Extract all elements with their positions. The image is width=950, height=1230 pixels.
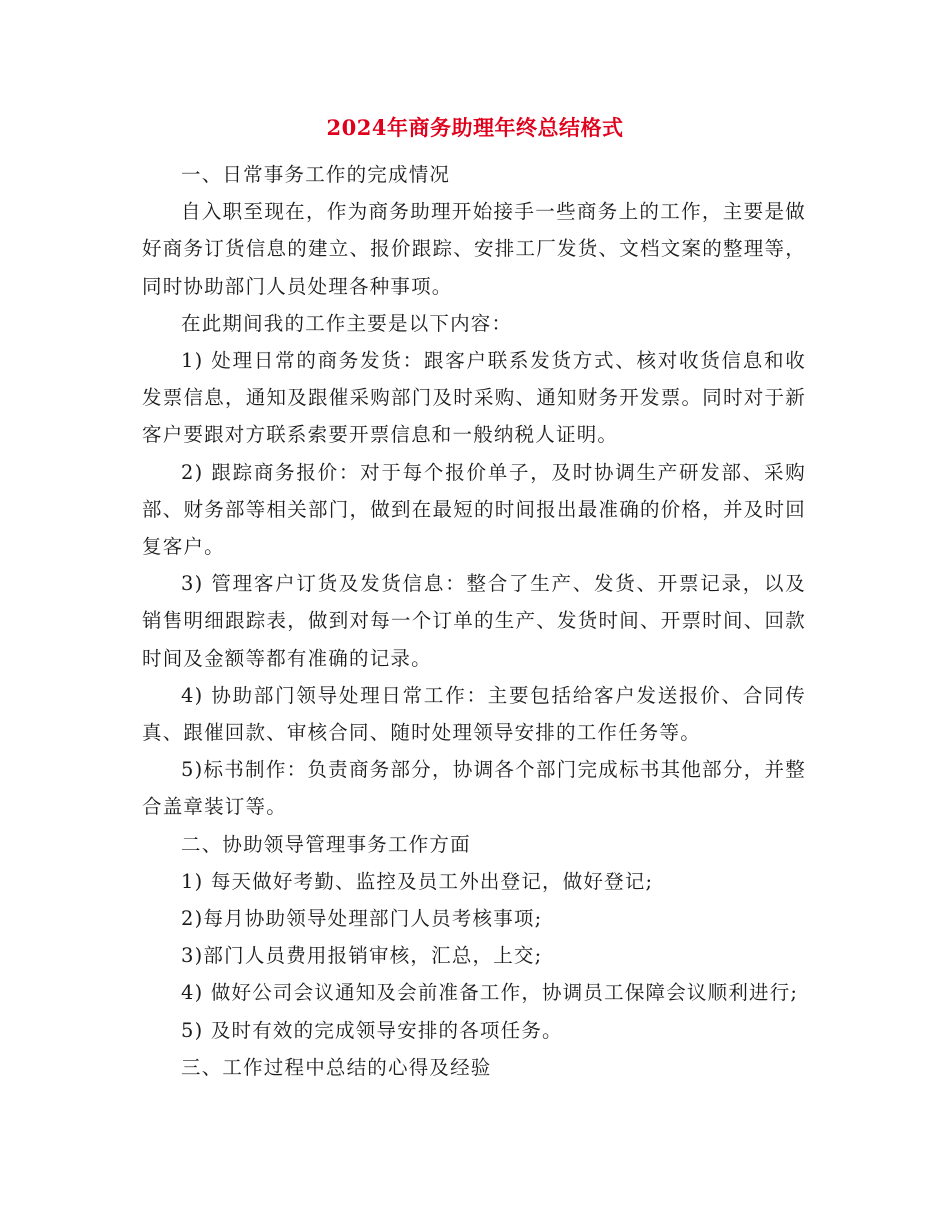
- list-item: 1) 每天做好考勤、监控及员工外出登记，做好登记;: [181, 869, 654, 893]
- document-body: [142, 156, 806, 1086]
- list-item: 5)标书制作：负责商务部分，协调各个部门完成标书其他部分，并整合盖章装订等。: [142, 758, 806, 819]
- paragraph-lead: 在此期间我的工作主要是以下内容：: [181, 311, 513, 335]
- list-item: 5) 及时有效的完成领导安排的各项任务。: [181, 1018, 563, 1042]
- section-heading-1: 一、日常事务工作的完成情况: [181, 163, 451, 186]
- list-item: 4) 协助部门领导处理日常工作：主要包括给客户发送报价、合同传真、跟催回款、审核合同、随时处理领导安排的工作任务等。: [142, 683, 806, 745]
- list-item: 1) 处理日常的商务发货：跟客户联系发货方式、核对收货信息和收发票信息，通知及跟催采购部门及时采购、通知财务开发票。同时对于新客户要跟对方联系索要开票信息和一般纳税人证明。: [142, 349, 806, 447]
- list-item: 4) 做好公司会议通知及会前准备工作，协调员工保障会议顺利进行;: [181, 981, 799, 1005]
- document-title: 2024年商务助理年终总结格式: [326, 115, 624, 140]
- list-item: 2)每月协助领导处理部门人员考核事项;: [181, 907, 543, 931]
- paragraph-intro: 自入职至现在，作为商务助理开始接手一些商务上的工作，主要是做好商务订货信息的建立、报价跟踪、安排工厂发货、文档文案的整理等，同时协助部门人员处理各种事项。: [142, 200, 806, 298]
- section-heading-3: 三、工作过程中总结的心得及经验: [181, 1055, 492, 1079]
- list-item: 3) 管理客户订货及发货信息：整合了生产、发货、开票记录，以及销售明细跟踪表，做到对每一个订单的生产、发货时间、开票时间、回款时间及金额等都有准确的记录。: [142, 572, 806, 670]
- list-item: 3)部门人员费用报销审核，汇总，上交;: [181, 944, 543, 968]
- section-heading-2: 二、协助领导管理事务工作方面: [181, 832, 471, 856]
- list-item: 2) 跟踪商务报价：对于每个报价单子，及时协调生产研发部、采购部、财务部等相关部门，做到在最短的时间报出最准确的价格，并及时回复客户。: [142, 460, 806, 559]
